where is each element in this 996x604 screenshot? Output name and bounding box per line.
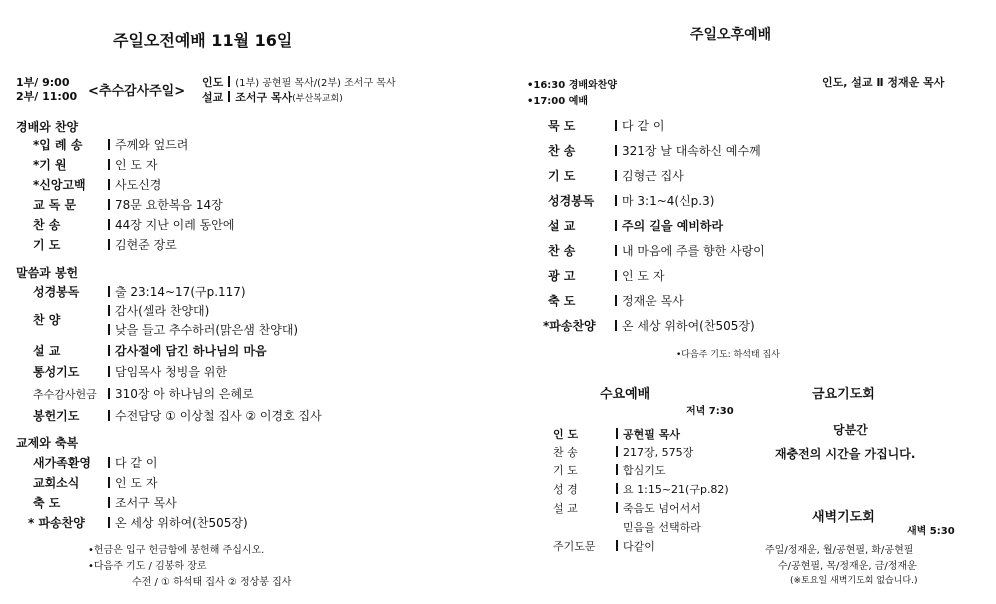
order-value: 44장 지난 이레 동안에 — [115, 218, 235, 232]
order-value: 출 23:14~17(구p.117) — [115, 285, 246, 299]
separator-bar — [616, 540, 618, 551]
order-row — [33, 156, 157, 173]
order-row — [33, 474, 157, 491]
wed-row — [553, 444, 693, 460]
order-label: 교 독 문 — [33, 198, 77, 212]
service-theme: <추수감사주일> — [88, 84, 186, 99]
wed-value: 217장, 575장 — [623, 446, 694, 459]
leader-line — [202, 74, 396, 90]
order-label: 찬 양 — [33, 313, 61, 327]
separator-bar — [108, 286, 110, 297]
dawn-line: (※토요일 새벽기도회 없습니다.) — [790, 576, 918, 586]
separator-bar — [616, 483, 618, 494]
section-heading: 말씀과 봉헌 — [16, 266, 79, 280]
order-label: 기 도 — [548, 169, 576, 183]
separator-bar — [228, 91, 230, 102]
wed-value: 합심기도 — [623, 464, 666, 477]
order-label: *신앙고백 — [33, 178, 86, 192]
order-row — [543, 317, 755, 334]
wed-value-2: 믿음을 선택하라 — [623, 521, 701, 534]
separator-bar — [615, 295, 617, 306]
order-value: 사도신경 — [115, 178, 162, 192]
separator-bar — [616, 428, 618, 439]
separator-bar — [616, 464, 618, 475]
order-value: 담임목사 청빙을 위한 — [115, 365, 227, 379]
order-label: 새가족환영 — [33, 456, 91, 470]
order-value: 인 도 자 — [115, 476, 158, 490]
order-row — [33, 176, 161, 193]
order-value: 감사(셀라 찬양대) — [115, 304, 210, 318]
service-time-2: 2부/ 11:00 — [16, 90, 78, 103]
wed-row — [553, 500, 701, 516]
separator-bar — [108, 517, 110, 528]
separator-bar — [615, 195, 617, 206]
separator-bar — [615, 120, 617, 131]
separator-bar — [228, 76, 230, 87]
order-row — [28, 514, 248, 531]
separator-bar — [615, 245, 617, 256]
order-value: 김형근 집사 — [622, 169, 684, 183]
order-label: 성경봉독 — [33, 285, 80, 299]
separator-bar — [615, 270, 617, 281]
order-label: * 파송찬양 — [28, 516, 85, 530]
wed-value: 공현필 목사 — [623, 428, 680, 441]
separator-bar — [108, 239, 110, 250]
order-value: 인 도 자 — [115, 158, 158, 172]
order-label: 찬 송 — [33, 218, 61, 232]
section-heading: 경배와 찬양 — [16, 120, 79, 134]
order-value: 321장 날 대속하신 예수께 — [622, 144, 761, 158]
order-label: 묵 도 — [548, 119, 576, 133]
note-line: 수전 / ① 하석태 집사 ② 정상봉 집사 — [132, 577, 292, 588]
order-label: 설 교 — [548, 219, 576, 233]
order-row — [33, 216, 234, 233]
order-row — [33, 385, 254, 402]
order-value: 감사절에 담긴 하나님의 마음 — [115, 344, 267, 358]
order-value: 정재운 목사 — [622, 294, 684, 308]
wed-value: 다같이 — [623, 540, 655, 553]
order-label: 축 도 — [33, 496, 61, 510]
separator-bar — [108, 219, 110, 230]
note-line: •다음주 기도 / 김봉하 장로 — [88, 561, 207, 572]
order-value: 78문 요한복음 14장 — [115, 198, 223, 212]
wed-label: 성 경 — [553, 483, 578, 496]
dawn-title: 새벽기도회 — [812, 510, 875, 525]
separator-bar — [615, 145, 617, 156]
order-value: 수전담당 ① 이상철 집사 ② 이경호 집사 — [115, 409, 322, 423]
order-row — [33, 196, 223, 213]
wed-row — [553, 462, 666, 478]
order-label: 통성기도 — [33, 365, 80, 379]
order-label: 광 고 — [548, 269, 576, 283]
order-value: 주께와 엎드려 — [115, 138, 189, 152]
leader-label: 인도 — [202, 76, 224, 89]
dawn-line: 주일/정재운, 월/공현필, 화/공현필 — [765, 545, 914, 556]
separator-bar — [108, 324, 110, 335]
order-label: 찬 송 — [548, 144, 576, 158]
service-time-1: 1부/ 9:00 — [16, 76, 70, 89]
order-label: 봉헌기도 — [33, 409, 80, 423]
order-value: 주의 길을 예비하라 — [622, 219, 724, 233]
order-row — [548, 142, 761, 159]
order-label: 교회소식 — [33, 476, 80, 490]
order-row — [548, 292, 684, 309]
order-row — [548, 217, 723, 234]
order-row — [33, 363, 227, 380]
afternoon-time-1: •16:30 경배와찬양 — [527, 80, 618, 91]
separator-bar — [108, 477, 110, 488]
preacher-label: 설교 — [202, 91, 224, 104]
wed-row — [553, 538, 655, 554]
order-value-2: 낮을 들고 추수하러(맑은샘 찬양대) — [115, 323, 299, 337]
order-value: 온 세상 위하여(찬505장) — [115, 516, 248, 530]
wed-row — [553, 481, 729, 497]
dawn-time: 새벽 5:30 — [907, 526, 955, 537]
wed-label: 설 교 — [553, 502, 578, 515]
wed-value: 요 1:15~21(구p.82) — [623, 483, 729, 496]
order-row-line — [103, 302, 209, 319]
separator-bar — [108, 457, 110, 468]
order-row — [33, 454, 157, 471]
section-heading: 교제와 축복 — [16, 436, 79, 450]
order-label: 기 도 — [33, 238, 61, 252]
wed-label: 찬 송 — [553, 446, 578, 459]
afternoon-time-2: •17:00 예배 — [527, 96, 589, 107]
wed-label: 주기도문 — [553, 540, 596, 553]
order-label: *파송찬양 — [543, 319, 596, 333]
order-value: 온 세상 위하여(찬505장) — [622, 319, 755, 333]
preacher-line — [202, 89, 343, 105]
friday-line-2: 재충전의 시간을 가집니다. — [775, 447, 916, 461]
order-value: 마 3:1~4(신p.3) — [622, 194, 715, 208]
wednesday-time: 저녁 7:30 — [686, 406, 734, 417]
order-label-row — [33, 311, 103, 328]
wed-label: 기 도 — [553, 464, 578, 477]
order-label: 축 도 — [548, 294, 576, 308]
friday-title: 금요기도회 — [812, 387, 875, 402]
order-value: 김현준 장로 — [115, 238, 177, 252]
order-row — [548, 117, 664, 134]
separator-bar — [615, 170, 617, 181]
order-label: *기 원 — [33, 158, 67, 172]
separator-bar — [108, 345, 110, 356]
order-row — [33, 342, 267, 359]
separator-bar — [108, 366, 110, 377]
order-value: 인 도 자 — [622, 269, 665, 283]
friday-line-1: 당분간 — [833, 423, 868, 437]
afternoon-leader: 인도, 설교 Ⅱ 정재운 목사 — [822, 76, 945, 89]
separator-bar — [108, 305, 110, 316]
separator-bar — [616, 502, 618, 513]
order-row — [33, 494, 177, 511]
wed-value: 죽음도 넘어서서 — [623, 502, 701, 515]
order-row — [33, 136, 188, 153]
order-row — [33, 283, 246, 300]
order-row — [33, 236, 177, 253]
separator-bar — [108, 139, 110, 150]
leader-text: (1부) 공현필 목사/(2부) 조서구 목사 — [235, 78, 396, 89]
separator-bar — [108, 497, 110, 508]
separator-bar — [615, 220, 617, 231]
order-value: 310장 아 하나님의 은혜로 — [115, 387, 254, 401]
order-row — [548, 267, 664, 284]
order-label: *입 례 송 — [33, 138, 83, 152]
separator-bar — [616, 446, 618, 457]
order-value: 내 마음에 주를 향한 사랑이 — [622, 244, 765, 258]
preacher-text: 조서구 목사 — [235, 91, 293, 104]
preacher-note: (부산복교회) — [292, 94, 343, 104]
note-line: •헌금은 입구 헌금함에 봉헌해 주십시오. — [88, 545, 265, 556]
order-row — [548, 242, 765, 259]
order-label: 성경봉독 — [548, 194, 595, 208]
order-row — [548, 192, 714, 209]
afternoon-service-title: 주일오후예배 — [690, 27, 772, 43]
order-value: 조서구 목사 — [115, 496, 177, 510]
morning-service-title: 주일오전예배 11월 16일 — [113, 31, 293, 50]
separator-bar — [108, 199, 110, 210]
separator-bar — [108, 388, 110, 399]
order-row-line — [103, 321, 298, 338]
separator-bar — [108, 159, 110, 170]
order-label: 추수감사헌금 — [33, 388, 97, 401]
order-value: 다 같 이 — [622, 119, 665, 133]
order-label: 찬 송 — [548, 244, 576, 258]
separator-bar — [108, 410, 110, 421]
wednesday-title: 수요예배 — [600, 387, 651, 402]
order-value: 다 같 이 — [115, 456, 158, 470]
order-row — [33, 407, 322, 424]
separator-bar — [615, 320, 617, 331]
wed-label: 인 도 — [553, 428, 579, 441]
dawn-line: 수/공현필, 목/정재운, 금/정재운 — [778, 561, 917, 572]
wed-row — [553, 426, 680, 442]
order-label: 설 교 — [33, 344, 61, 358]
separator-bar — [108, 179, 110, 190]
next-prayer-note: •다음주 기도: 하석태 집사 — [676, 350, 780, 360]
order-row — [548, 167, 684, 184]
